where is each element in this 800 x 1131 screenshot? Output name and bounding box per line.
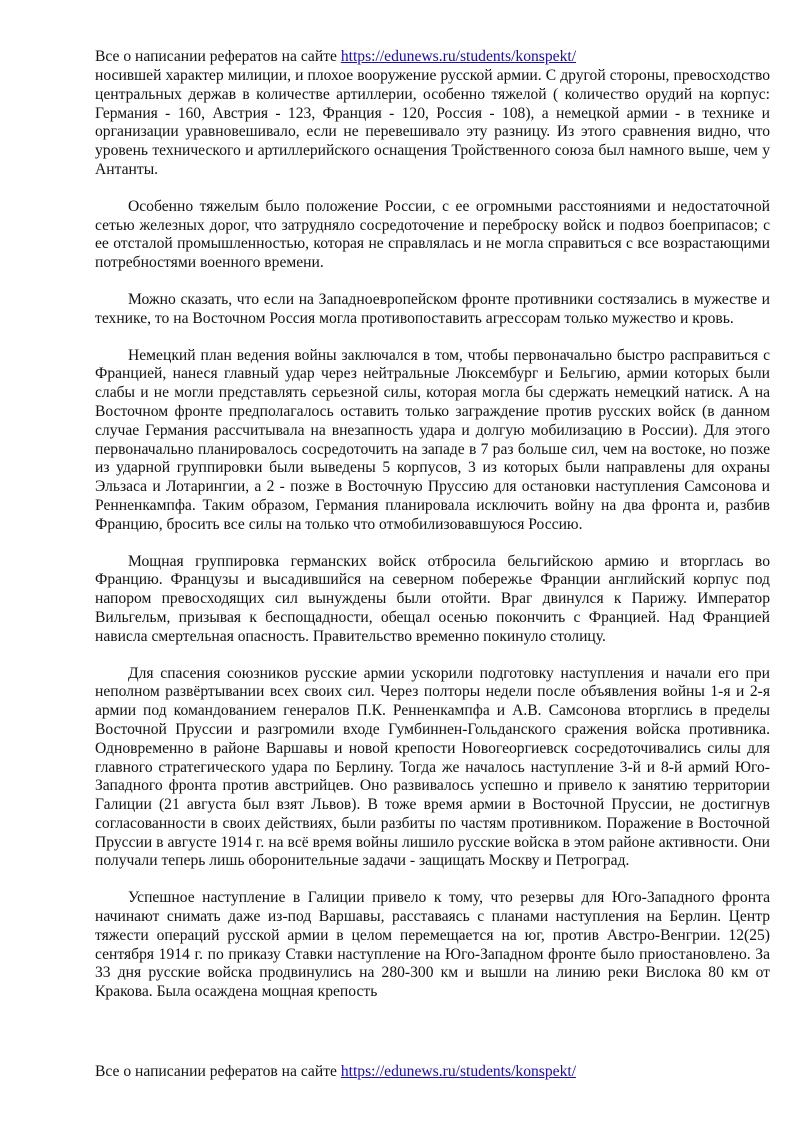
footer-link[interactable]: https://edunews.ru/students/konspekt/ (340, 1063, 577, 1080)
paragraph-6: Для спасения союзников русские армии ускорили подготовку наступления и начали его при неполном развёртывании всех своих сил. Через полторы недели после объявления войны 1-я и 2-я армии под командованием генералов П.К. Ренненкампфа и А.В. Самсонова вторглись в пределы Восточной Пруссии и разгромили входе Гумбиннен-Гольданского сражения войска противника. Одновременно в районе Варшавы и новой крепости Новогеоргиевск сосредоточивались силы для главного стратегического удара по Берлину. Тогда же началось наступление 3-й и 8-й армий Юго-Западного фронта против австрийцев. Оно развивалось успешно и привело к занятию территории Галиции (21 августа был взят Львов). В тоже время армии в Восточной Пруссии, не достигнув согласованности в своих действиях, были разбиты по частям противником. Поражение в Восточной Пруссии в августе 1914 г. на всё время войны лишило русские войска в этом районе активности. Они получали теперь лишь оборонительные задачи - защищать Москву и Петроград. (95, 664, 770, 870)
footer-text: Все о написании рефератов на сайте (95, 1063, 341, 1080)
paragraph-5: Мощная группировка германских войск отбросила бельгийскою армию и вторглась во Францию. Французы и высадившийся на северном побережье Франции английский корпус под напором превосходящих сил вынуждены были отойти. Враг двинулся к Парижу. Император Вильгельм, призывая к беспощадности, обещал осенью покончить с Францией. Над Францией нависла смертельная опасность. Правительство временно покинуло столицу. (95, 552, 770, 645)
paragraph-1: носившей характер милиции, и плохое вооружение русской армии. С другой стороны, превосходство центральных держав в количестве артиллерии, особенно тяжелой ( количество орудий на корпус: Германия - 160, Австрия - 123, Франция - 120, Россия - 108), а немецкой армии - в технике и организации уравновешивало, если не перевешивало эту разницу. Из этого сравнения видно, что уровень технического и артиллерийского оснащения Тройственного союза был намного выше, чем у Антанты. (95, 67, 770, 178)
document-body (95, 67, 770, 1020)
paragraph-4: Немецкий план ведения войны заключался в том, чтобы первоначально быстро расправиться с Францией, нанеся главный удар через нейтральные Люксембург и Бельгию, армии которых были слабы и не могли представлять серьезной силы, которая могла бы сдержать немецкий натиск. А на Восточном фронте предполагалось оставить только заграждение против русских войск (в данном случае Германия рассчитывала на внезапность удара и долгую мобилизацию в России). Для этого первоначально планировалось сосредоточить на западе в 7 раз больше сил, чем на востоке, но позже из ударной группировки были выведены 5 корпусов, 3 из которых были направлены для охраны Эльзаса и Лотарингии, а 2 - позже в Восточную Пруссию для остановки наступления Самсонова и Ренненкампфа. Таким образом, Германия планировала исключить войну на два фронта и, разбив Францию, бросить все силы на только что отмобилизовавшуюся Россию. (95, 346, 770, 533)
paragraph-3: Можно сказать, что если на Западноевропейском фронте противники состязались в мужестве и технике, то на Восточном Россия могла противопоставить агрессорам только мужество и кровь. (95, 290, 770, 327)
page-footer (95, 1063, 576, 1082)
paragraph-2: Особенно тяжелым было положение России, с ее огромными расстояниями и недостаточной сетью железных дорог, что затрудняло сосредоточение и переброску войск и подвоз боеприпасов; с ее отсталой промышленностью, которая не справлялась и не могла справиться с все возрастающими потребностями военного времени. (95, 197, 770, 272)
page-header (95, 48, 576, 67)
header-link[interactable]: https://edunews.ru/students/konspekt/ (340, 48, 577, 65)
paragraph-7: Успешное наступление в Галиции привело к тому, что резервы для Юго-Западного фронта начинают снимать даже из-под Варшавы, расставаясь с планами наступления на Берлин. Центр тяжести операций русской армии в целом перемещается на юг, против Австро-Венгрии. 12(25) сентября 1914 г. по приказу Ставки наступление на Юго-Западном фронте было приостановлено. За 33 дня русские войска продвинулись на 280-300 км и вышли на линию реки Вислока 80 км от Кракова. Была осаждена мощная крепость (95, 889, 770, 1001)
header-text: Все о написании рефератов на сайте (95, 48, 341, 65)
